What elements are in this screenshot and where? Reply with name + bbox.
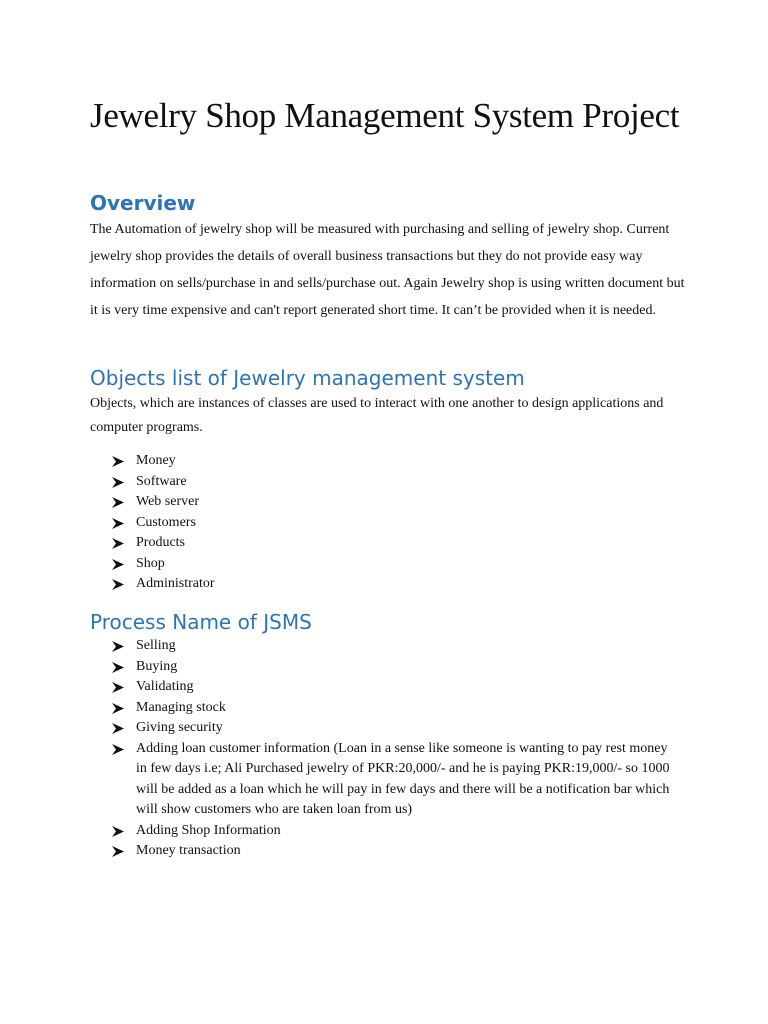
process-list [112,636,672,862]
arrow-bullet-icon [112,662,124,673]
list-item: Money transaction [112,841,672,862]
list-item: Money [112,451,672,472]
objects-heading: Objects list of Jewelry management system [90,366,525,390]
arrow-bullet-icon [112,641,124,652]
list-item: Adding loan customer information (Loan in a sense like someone is wanting to pay rest money in few days i.e; Ali Purchased jewelry of PKR:20,000/- and he is paying PKR:19,000/- so 1000 will be added as a loan which he will pay in few days and there will be a notification bar which will show customers who are taken loan from us) [112,739,672,821]
overview-heading: Overview [90,191,196,215]
document-title: Jewelry Shop Management System Project [90,96,680,135]
list-item: Buying [112,657,672,678]
list-item: Selling [112,636,672,657]
list-item: Administrator [112,574,672,595]
list-item: Validating [112,677,672,698]
arrow-bullet-icon [112,682,124,693]
arrow-bullet-icon [112,703,124,714]
list-item: Software [112,472,672,493]
objects-paragraph: Objects, which are instances of classes are used to interact with one another to design applications and computer programs. [90,396,664,435]
arrow-bullet-icon [112,456,124,467]
objects-list [112,451,672,595]
arrow-bullet-icon [112,744,124,755]
list-item: Adding Shop Information [112,821,672,842]
arrow-bullet-icon [112,579,124,590]
list-item: Products [112,533,672,554]
list-item: Customers [112,513,672,534]
list-item: Managing stock [112,698,672,719]
list-item: Shop [112,554,672,575]
arrow-bullet-icon [112,518,124,529]
list-item: Web server [112,492,672,513]
arrow-bullet-icon [112,559,124,570]
arrow-bullet-icon [112,846,124,857]
arrow-bullet-icon [112,477,124,488]
arrow-bullet-icon [112,826,124,837]
list-item: Giving security [112,718,672,739]
arrow-bullet-icon [112,497,124,508]
overview-paragraph: The Automation of jewelry shop will be measured with purchasing and selling of jewelry shop. Current jewelry shop provides the details of overall business transactions but they do not provide easy way information on sells/purchase in and sells/purchase out. Again Jewelry shop is using written document but it is very time expensive and can't report generated short time. It can’t be provided when it is needed. [90,222,685,318]
arrow-bullet-icon [112,538,124,549]
arrow-bullet-icon [112,723,124,734]
process-heading: Process Name of JSMS [90,610,312,634]
